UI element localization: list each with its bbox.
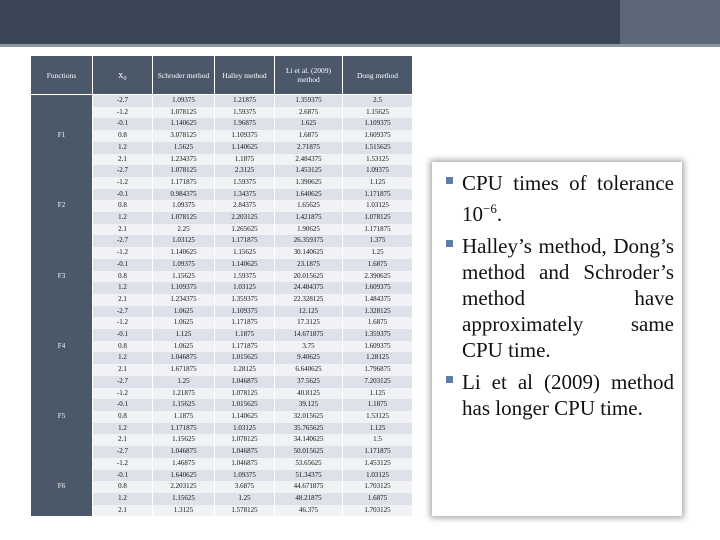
li-cell: 1.65625 — [275, 200, 343, 212]
schroder-cell: 1.171875 — [153, 177, 215, 189]
schroder-cell: 1.671875 — [153, 364, 215, 376]
dong-cell: 1.171875 — [343, 446, 413, 458]
halley-cell: 1.59375 — [215, 271, 275, 283]
halley-cell: 1.140625 — [215, 142, 275, 154]
summary-panel — [432, 162, 682, 516]
dong-cell: 1.125 — [343, 388, 413, 400]
square-bullet-icon — [446, 240, 453, 247]
x0-cell: 0.8 — [93, 481, 153, 493]
function-cell — [31, 434, 93, 446]
x0-cell: -1.2 — [93, 458, 153, 470]
table-row — [31, 423, 413, 435]
dong-cell: 1.125 — [343, 423, 413, 435]
dong-cell: 1.796875 — [343, 364, 413, 376]
dong-cell: 1.078125 — [343, 212, 413, 224]
li-cell: 1.390625 — [275, 177, 343, 189]
function-cell — [31, 189, 93, 201]
bullet-li-longer — [446, 369, 674, 421]
schroder-cell: 0.984375 — [153, 189, 215, 201]
x0-cell: -2.7 — [93, 306, 153, 318]
function-cell: F6 — [31, 481, 93, 493]
li-cell: 2.71875 — [275, 142, 343, 154]
li-cell: 22.328125 — [275, 294, 343, 306]
li-cell: 1.359375 — [275, 95, 343, 107]
schroder-cell: 3.078125 — [153, 130, 215, 142]
li-cell: 50.015625 — [275, 446, 343, 458]
li-cell: 35.765625 — [275, 423, 343, 435]
li-cell: 12.125 — [275, 306, 343, 318]
dong-cell: 1.609375 — [343, 282, 413, 294]
title-bar — [0, 0, 720, 44]
function-cell: F3 — [31, 271, 93, 283]
x0-cell: 1.2 — [93, 282, 153, 294]
x0-cell: 2.1 — [93, 434, 153, 446]
table-row — [31, 165, 413, 177]
dong-cell: 1.28125 — [343, 352, 413, 364]
x0-cell: -0.1 — [93, 470, 153, 482]
table-row — [31, 434, 413, 446]
halley-cell: 1.015625 — [215, 352, 275, 364]
dong-cell: 1.53125 — [343, 411, 413, 423]
table-row — [31, 247, 413, 259]
dong-cell: 1.453125 — [343, 458, 413, 470]
li-cell: 24.484375 — [275, 282, 343, 294]
li-cell: 2.6875 — [275, 107, 343, 119]
halley-cell: 1.015625 — [215, 399, 275, 411]
li-cell: 37.5625 — [275, 376, 343, 388]
function-cell: F5 — [31, 411, 93, 423]
table-row — [31, 329, 413, 341]
dong-cell: 1.25 — [343, 247, 413, 259]
table-row — [31, 352, 413, 364]
x0-cell: 2.1 — [93, 505, 153, 517]
dong-cell: 1.6875 — [343, 493, 413, 505]
li-cell: 40.8125 — [275, 388, 343, 400]
table-header-row — [31, 56, 413, 95]
bullet-3-text: Li et al (2009) method has longer CPU time. — [462, 370, 674, 420]
halley-cell: 1.078125 — [215, 388, 275, 400]
dong-cell: 1.5 — [343, 434, 413, 446]
square-bullet-icon — [446, 177, 453, 184]
li-cell: 6.640625 — [275, 364, 343, 376]
table-row — [31, 481, 413, 493]
halley-cell: 1.21875 — [215, 95, 275, 107]
table-row — [31, 294, 413, 306]
schroder-cell: 1.1875 — [153, 411, 215, 423]
li-cell: 1.453125 — [275, 165, 343, 177]
dong-cell: 1.15625 — [343, 107, 413, 119]
function-cell: F4 — [31, 341, 93, 353]
li-cell: 51.34375 — [275, 470, 343, 482]
x0-cell: -2.7 — [93, 95, 153, 107]
halley-cell: 1.578125 — [215, 505, 275, 517]
title-bar-accent — [620, 0, 720, 44]
x0-cell: 2.1 — [93, 294, 153, 306]
schroder-cell: 1.046875 — [153, 446, 215, 458]
header-li: Li et al. (2009) method — [275, 56, 343, 95]
x0-cell: 1.2 — [93, 493, 153, 505]
li-cell: 1.90625 — [275, 224, 343, 236]
schroder-cell: 1.140625 — [153, 118, 215, 130]
function-cell — [31, 294, 93, 306]
table-row — [31, 446, 413, 458]
table-row — [31, 470, 413, 482]
li-cell: 1.625 — [275, 118, 343, 130]
dong-cell: 1.515625 — [343, 142, 413, 154]
halley-cell: 1.046875 — [215, 446, 275, 458]
dong-cell: 1.609375 — [343, 341, 413, 353]
function-cell: F1 — [31, 130, 93, 142]
table-row — [31, 271, 413, 283]
dong-cell: 1.484375 — [343, 294, 413, 306]
schroder-cell: 1.15625 — [153, 434, 215, 446]
li-cell: 9.40625 — [275, 352, 343, 364]
table-row — [31, 411, 413, 423]
dong-cell: 2.390625 — [343, 271, 413, 283]
schroder-cell: 1.15625 — [153, 493, 215, 505]
li-cell: 34.140625 — [275, 434, 343, 446]
halley-cell: 1.59375 — [215, 107, 275, 119]
header-functions: Functions — [31, 56, 93, 95]
table-row — [31, 282, 413, 294]
halley-cell: 1.359375 — [215, 294, 275, 306]
function-cell — [31, 399, 93, 411]
x0-cell: -1.2 — [93, 247, 153, 259]
dong-cell: 1.171875 — [343, 224, 413, 236]
li-cell: 39.125 — [275, 399, 343, 411]
dong-cell: 1.375 — [343, 235, 413, 247]
header-x0: x₀ — [93, 56, 153, 95]
table-row — [31, 177, 413, 189]
halley-cell: 1.109375 — [215, 130, 275, 142]
table-row — [31, 399, 413, 411]
halley-cell: 1.140625 — [215, 411, 275, 423]
halley-cell: 1.15625 — [215, 247, 275, 259]
table-body — [31, 95, 413, 517]
table-row — [31, 505, 413, 517]
li-cell: 26.359375 — [275, 235, 343, 247]
bullet-1-exponent: −6 — [483, 201, 497, 216]
x0-cell: 2.1 — [93, 154, 153, 166]
x0-cell: 0.8 — [93, 411, 153, 423]
x0-cell: -1.2 — [93, 177, 153, 189]
x0-cell: 2.1 — [93, 224, 153, 236]
header-halley: Halley method — [215, 56, 275, 95]
halley-cell: 1.078125 — [215, 434, 275, 446]
dong-cell: 1.03125 — [343, 200, 413, 212]
table-row — [31, 388, 413, 400]
bullet-2-text: Halley’s method, Dong’s method and Schroder’s method have approximately same CPU time. — [462, 234, 674, 362]
table-row — [31, 189, 413, 201]
x0-cell: 0.8 — [93, 130, 153, 142]
halley-cell: 3.6875 — [215, 481, 275, 493]
dong-cell: 1.609375 — [343, 130, 413, 142]
table-row — [31, 306, 413, 318]
dong-cell: 2.5 — [343, 95, 413, 107]
li-cell: 1.421875 — [275, 212, 343, 224]
schroder-cell: 1.078125 — [153, 212, 215, 224]
schroder-cell: 1.046875 — [153, 352, 215, 364]
table-row — [31, 259, 413, 271]
cpu-times-table — [30, 55, 412, 516]
li-cell: 3.75 — [275, 341, 343, 353]
table-row — [31, 212, 413, 224]
dong-cell: 1.171875 — [343, 189, 413, 201]
function-cell — [31, 247, 93, 259]
schroder-cell: 1.09375 — [153, 200, 215, 212]
table-row — [31, 224, 413, 236]
halley-cell: 1.28125 — [215, 364, 275, 376]
schroder-cell: 1.5625 — [153, 142, 215, 154]
li-cell: 53.65625 — [275, 458, 343, 470]
function-cell — [31, 154, 93, 166]
bullet-same-cpu-time — [446, 233, 674, 363]
x0-cell: -1.2 — [93, 317, 153, 329]
halley-cell: 2.3125 — [215, 165, 275, 177]
function-cell — [31, 505, 93, 517]
halley-cell: 1.109375 — [215, 306, 275, 318]
x0-cell: 1.2 — [93, 142, 153, 154]
schroder-cell: 1.125 — [153, 329, 215, 341]
halley-cell: 2.84375 — [215, 200, 275, 212]
x0-cell: -2.7 — [93, 235, 153, 247]
schroder-cell: 1.46875 — [153, 458, 215, 470]
dong-cell: 1.703125 — [343, 481, 413, 493]
function-cell — [31, 259, 93, 271]
x0-cell: 2.1 — [93, 364, 153, 376]
dong-cell: 1.6875 — [343, 259, 413, 271]
halley-cell: 1.046875 — [215, 376, 275, 388]
x0-cell: -2.7 — [93, 376, 153, 388]
table-row — [31, 364, 413, 376]
table-row — [31, 142, 413, 154]
schroder-cell: 1.3125 — [153, 505, 215, 517]
halley-cell: 1.171875 — [215, 317, 275, 329]
schroder-cell: 1.0625 — [153, 306, 215, 318]
square-bullet-icon — [446, 376, 453, 383]
x0-cell: 0.8 — [93, 200, 153, 212]
li-cell: 1.640625 — [275, 189, 343, 201]
dong-cell: 1.703125 — [343, 505, 413, 517]
function-cell — [31, 470, 93, 482]
dong-cell: 1.03125 — [343, 470, 413, 482]
halley-cell: 1.171875 — [215, 235, 275, 247]
li-cell: 46.375 — [275, 505, 343, 517]
schroder-cell: 1.234375 — [153, 154, 215, 166]
dong-cell: 1.125 — [343, 177, 413, 189]
function-cell — [31, 212, 93, 224]
schroder-cell: 1.09375 — [153, 95, 215, 107]
function-cell — [31, 446, 93, 458]
x0-cell: -0.1 — [93, 118, 153, 130]
bullet-cpu-times — [446, 170, 674, 227]
x0-cell: 0.8 — [93, 271, 153, 283]
li-cell: 17.3125 — [275, 317, 343, 329]
x0-cell: 1.2 — [93, 423, 153, 435]
halley-cell: 1.046875 — [215, 458, 275, 470]
dong-cell: 1.109375 — [343, 118, 413, 130]
dong-cell: 1.09375 — [343, 165, 413, 177]
function-cell — [31, 493, 93, 505]
schroder-cell: 1.03125 — [153, 235, 215, 247]
function-cell — [31, 165, 93, 177]
schroder-cell: 1.15625 — [153, 271, 215, 283]
function-cell — [31, 388, 93, 400]
schroder-cell: 1.0625 — [153, 341, 215, 353]
function-cell — [31, 329, 93, 341]
halley-cell: 1.34375 — [215, 189, 275, 201]
li-cell: 20.015625 — [275, 271, 343, 283]
li-cell: 30.140625 — [275, 247, 343, 259]
schroder-cell: 1.0625 — [153, 317, 215, 329]
x0-cell: -2.7 — [93, 446, 153, 458]
dong-cell: 1.328125 — [343, 306, 413, 318]
function-cell: F2 — [31, 200, 93, 212]
schroder-cell: 1.25 — [153, 376, 215, 388]
table-row — [31, 154, 413, 166]
halley-cell: 1.265625 — [215, 224, 275, 236]
li-cell: 44.671875 — [275, 481, 343, 493]
dong-cell: 1.53125 — [343, 154, 413, 166]
x0-cell: -0.1 — [93, 189, 153, 201]
li-cell: 2.484375 — [275, 154, 343, 166]
x0-cell: 1.2 — [93, 212, 153, 224]
function-cell — [31, 142, 93, 154]
bullet-1-end: . — [496, 202, 503, 226]
function-cell — [31, 224, 93, 236]
li-cell: 23.1875 — [275, 259, 343, 271]
x0-cell: -1.2 — [93, 388, 153, 400]
x0-cell: -2.7 — [93, 165, 153, 177]
dong-cell: 1.359375 — [343, 329, 413, 341]
table-row — [31, 130, 413, 142]
table-row — [31, 118, 413, 130]
schroder-cell: 1.15625 — [153, 399, 215, 411]
function-cell — [31, 352, 93, 364]
schroder-cell: 1.234375 — [153, 294, 215, 306]
function-cell — [31, 118, 93, 130]
table-row — [31, 341, 413, 353]
halley-cell: 1.171875 — [215, 341, 275, 353]
dong-cell: 1.6875 — [343, 317, 413, 329]
x0-cell: -0.1 — [93, 259, 153, 271]
x0-cell: -1.2 — [93, 107, 153, 119]
function-cell — [31, 376, 93, 388]
schroder-cell: 1.078125 — [153, 107, 215, 119]
title-bar-underline — [0, 44, 720, 47]
table-row — [31, 493, 413, 505]
x0-cell: -0.1 — [93, 329, 153, 341]
halley-cell: 1.03125 — [215, 282, 275, 294]
table-row — [31, 458, 413, 470]
halley-cell: 1.1875 — [215, 154, 275, 166]
halley-cell: 1.140625 — [215, 259, 275, 271]
table-row — [31, 317, 413, 329]
schroder-cell: 1.21875 — [153, 388, 215, 400]
table-row — [31, 235, 413, 247]
x0-cell: 1.2 — [93, 352, 153, 364]
halley-cell: 1.03125 — [215, 423, 275, 435]
schroder-cell: 2.25 — [153, 224, 215, 236]
function-cell — [31, 364, 93, 376]
bullet-1-text: CPU times of tolerance 10 — [462, 171, 674, 226]
table-row — [31, 95, 413, 107]
halley-cell: 1.59375 — [215, 177, 275, 189]
schroder-cell: 1.078125 — [153, 165, 215, 177]
schroder-cell: 1.09375 — [153, 259, 215, 271]
halley-cell: 1.96875 — [215, 118, 275, 130]
function-cell — [31, 306, 93, 318]
schroder-cell: 1.640625 — [153, 470, 215, 482]
halley-cell: 1.1875 — [215, 329, 275, 341]
li-cell: 48.21875 — [275, 493, 343, 505]
schroder-cell: 1.109375 — [153, 282, 215, 294]
halley-cell: 2.203125 — [215, 212, 275, 224]
function-cell — [31, 177, 93, 189]
bullet-list — [446, 170, 674, 427]
halley-cell: 1.25 — [215, 493, 275, 505]
x0-cell: 0.8 — [93, 341, 153, 353]
halley-cell: 1.09375 — [215, 470, 275, 482]
dong-cell: 7.203125 — [343, 376, 413, 388]
header-dong: Dong method — [343, 56, 413, 95]
li-cell: 32.015625 — [275, 411, 343, 423]
li-cell: 1.6875 — [275, 130, 343, 142]
table-row — [31, 376, 413, 388]
dong-cell: 1.1875 — [343, 399, 413, 411]
header-schroder: Schroder method — [153, 56, 215, 95]
function-cell — [31, 235, 93, 247]
table-row — [31, 107, 413, 119]
function-cell — [31, 282, 93, 294]
function-cell — [31, 317, 93, 329]
function-cell — [31, 423, 93, 435]
x0-cell: -0.1 — [93, 399, 153, 411]
table-row — [31, 200, 413, 212]
schroder-cell: 1.140625 — [153, 247, 215, 259]
schroder-cell: 2.203125 — [153, 481, 215, 493]
function-cell — [31, 458, 93, 470]
function-cell — [31, 95, 93, 107]
li-cell: 14.671875 — [275, 329, 343, 341]
schroder-cell: 1.171875 — [153, 423, 215, 435]
function-cell — [31, 107, 93, 119]
